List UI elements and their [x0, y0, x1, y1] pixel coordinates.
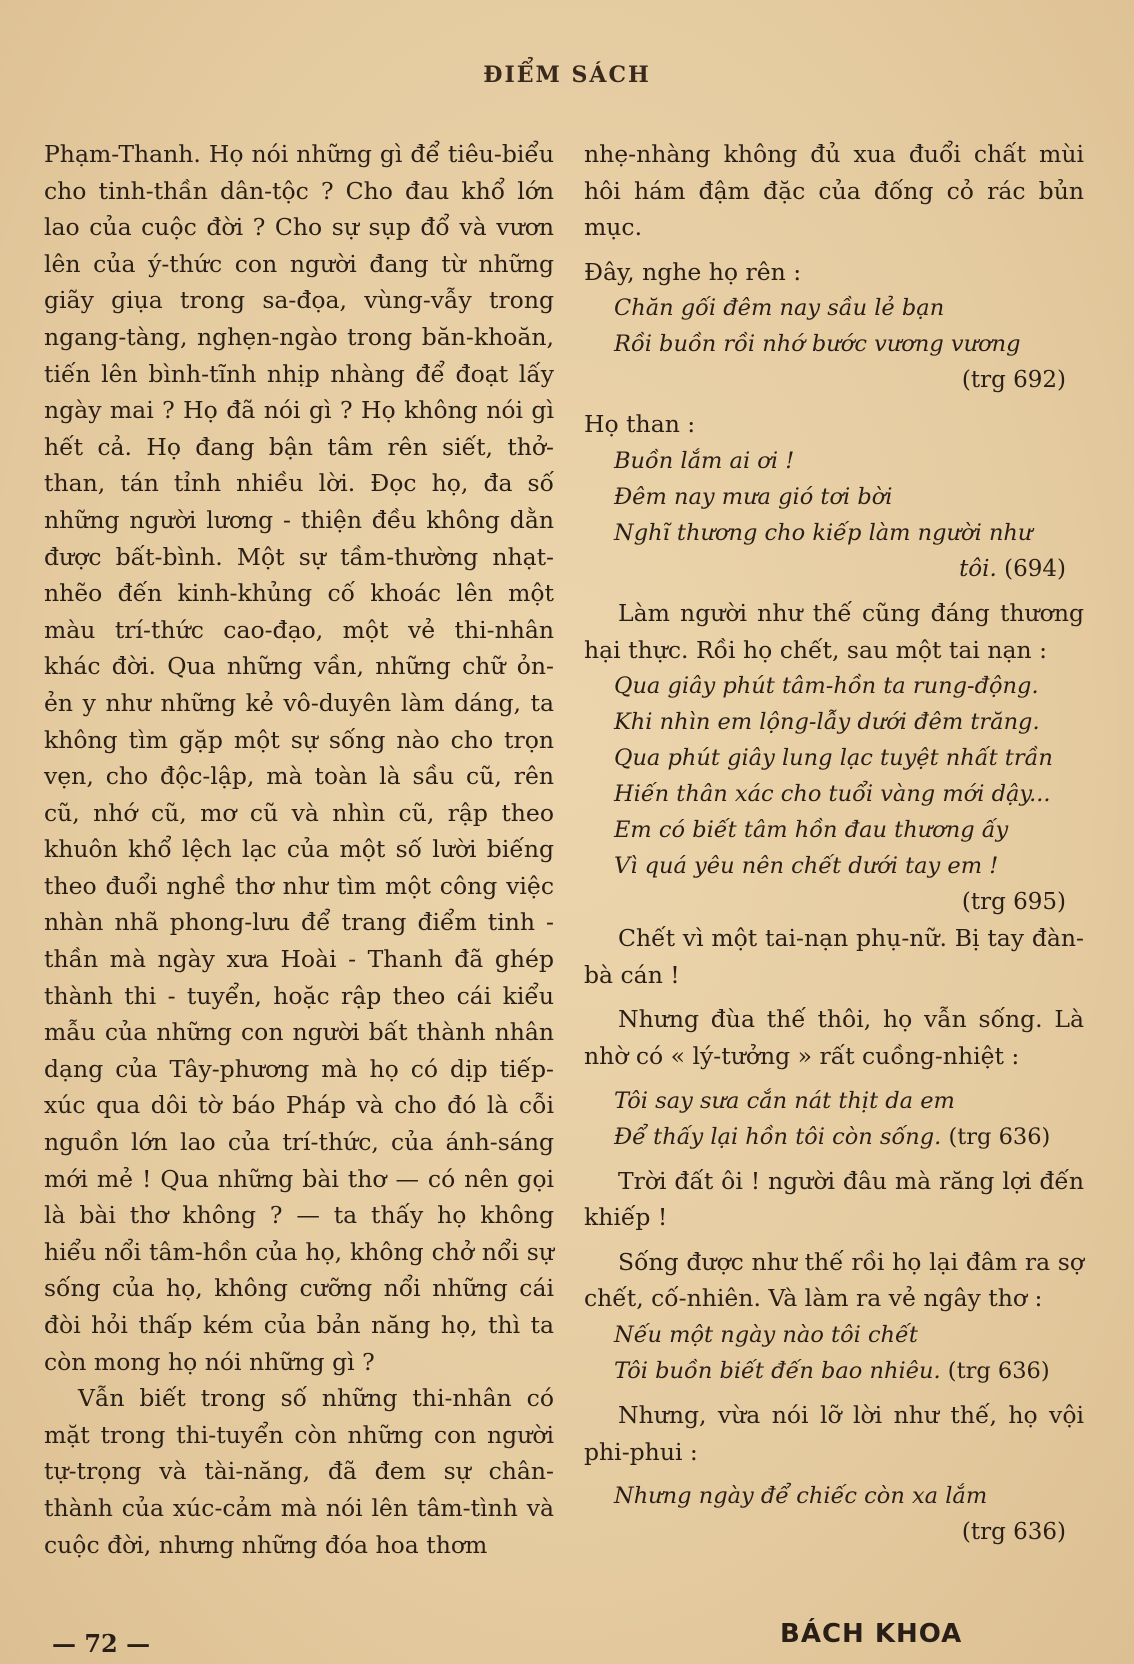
page-number: — 72 —	[52, 1629, 151, 1658]
verse-line: Buồn lắm ai ơi !	[614, 447, 795, 474]
left-paragraph-2: Vẫn biết trong số những thi-nhân có mặt trong thi-tuyển còn những con người tự-trọng và tài-năng, đã đem sự chân-thành của xúc-cảm mà nói lên tâm-tình và cuộc đời, nhưng những đóa hoa thơm	[44, 1384, 554, 1559]
verse-line: Tôi buồn biết đến bao nhiêu.	[614, 1357, 941, 1384]
section-header: ĐIỂM SÁCH	[483, 62, 651, 88]
verse-line: Qua giây phút tâm-hồn ta rung-động.	[614, 673, 1039, 700]
page-reference: (trg 636)	[961, 1519, 1066, 1546]
right-paragraph-7: Trời đất ôi ! người đâu mà răng lợi đến khiếp !	[584, 1166, 1084, 1232]
verse-line: Chăn gối đêm nay sầu lẻ bạn	[614, 295, 945, 322]
left-column	[44, 136, 554, 1563]
verse-line: Qua phút giây lung lạc tuyệt nhất trần	[614, 745, 1053, 772]
page-reference: (694)	[1004, 555, 1066, 582]
right-paragraph-8: Sống được như thế rồi họ lại đâm ra sợ chết, cố-nhiên. Và làm ra vẻ ngây thơ :	[584, 1247, 1084, 1313]
right-paragraph-9: Nhưng, vừa nói lỡ lời như thế, họ vội phi-phui :	[584, 1400, 1084, 1466]
verse-line: Hiến thân xác cho tuổi vàng mới dậy...	[614, 781, 1051, 808]
verse-line-end: tôi.	[959, 555, 997, 582]
page-reference: (trg 636)	[948, 1123, 1051, 1150]
page-reference: (trg 692)	[961, 367, 1066, 394]
verse-line: Nghĩ thương cho kiếp làm người như	[614, 519, 1033, 546]
right-paragraph-1: nhẹ-nhàng không đủ xua đuổi chất mùi hôi hám đậm đặc của đống cỏ rác bủn mục.	[584, 140, 1084, 242]
verse-line-with-reference	[584, 1119, 1084, 1155]
page-reference: (trg 695)	[961, 889, 1066, 916]
magazine-name: BÁCH KHOA	[780, 1619, 963, 1649]
verse-line: Rồi buồn rồi nhớ bước vương vương	[614, 331, 1021, 358]
verse-line: Để thấy lại hồn tôi còn sống.	[614, 1123, 942, 1150]
right-paragraph-6: Nhưng đùa thế thôi, họ vẫn sống. Là nhờ có « lý-tưởng » rất cuồng-nhiệt :	[584, 1005, 1084, 1070]
right-paragraph-3: Họ than :	[584, 410, 696, 439]
verse-line-with-reference	[584, 551, 1084, 587]
verse-line: Nếu một ngày nào tôi chết	[614, 1321, 918, 1348]
verse-line-with-reference	[584, 1353, 1084, 1389]
verse-line: Khi nhìn em lộng-lẫy dưới đêm trăng.	[614, 709, 1040, 736]
page-reference: (trg 636)	[947, 1357, 1050, 1384]
right-column	[584, 136, 1084, 1550]
right-paragraph-2: Đây, nghe họ rên :	[584, 257, 802, 286]
verse-line: Em có biết tâm hồn đau thương ấy	[614, 817, 1009, 844]
verse-line: Nhưng ngày để chiếc còn xa lắm	[614, 1483, 988, 1510]
left-paragraph-1: Phạm-Thanh. Họ nói những gì để tiêu-biểu cho tinh-thần dân-tộc ? Cho đau khổ lớn lao của cuộc đời ? Cho sự sụp đổ và vươn lên của ý-thức con người đang từ những giãy giụa trong sa-đọa, vùng-vẫy trong ngang-tàng, nghẹn-ngào trong băn-khoăn, tiến lên bình-tĩnh nhịp nhàng để đoạt lấy ngày mai ? Họ đã nói gì ? Họ không nói gì hết cả. Họ đang bận tâm rên siết, thở-than, tán tỉnh nhiều lời. Đọc họ, đa số những người lương - thiện đều không dằn được bất-bình. Một sự tầm-thường nhạt-nhẽo đến kinh-khủng cố khoác lên một màu trí-thức cao-đạo, một vẻ thi-nhân khác đời. Qua những vần, những chữ ỏn-ẻn y như những kẻ vô-duyên làm dáng, ta không tìm gặp một sự sống nào cho trọn vẹn, cho độc-lập, mà toàn là sầu cũ, rên cũ, nhớ cũ, mơ cũ và nhìn cũ, rập theo khuôn khổ lệch lạc của một số lười biếng theo đuổi nghề thơ như tìm một công việc nhàn nhã phong-lưu để trang điểm tinh - thần mà ngày xưa Hoài - Thanh đã ghép thành thi - tuyển, hoặc rập theo cái kiểu mẫu của những con người bất thành nhân dạng của Tây-phương mà họ có dịp tiếp-xúc qua dôi tờ báo Pháp và cho đó là cỗi nguồn lớn lao của trí-thức, của ánh-sáng mới mẻ ! Qua những bài thơ — có nên gọi là bài thơ không ? — ta thấy họ không hiểu nổi tâm-hồn của họ, không chở nổi sự sống của họ, không cưỡng nổi những cái đòi hỏi thấp kém của bản năng họ, thì ta còn mong họ nói những gì ?	[44, 140, 554, 1376]
verse-line: Đêm nay mưa gió tơi bời	[614, 483, 893, 510]
right-paragraph-5: Chết vì một tai-nạn phụ-nữ. Bị tay đàn-bà cán !	[584, 924, 1084, 989]
verse-line: Vì quá yêu nên chết dưới tay em !	[614, 853, 999, 880]
verse-line: Tôi say sưa cắn nát thịt da em	[614, 1087, 955, 1114]
right-paragraph-4: Làm người như thế cũng đáng thương hại thực. Rồi họ chết, sau một tai nạn :	[584, 598, 1084, 664]
